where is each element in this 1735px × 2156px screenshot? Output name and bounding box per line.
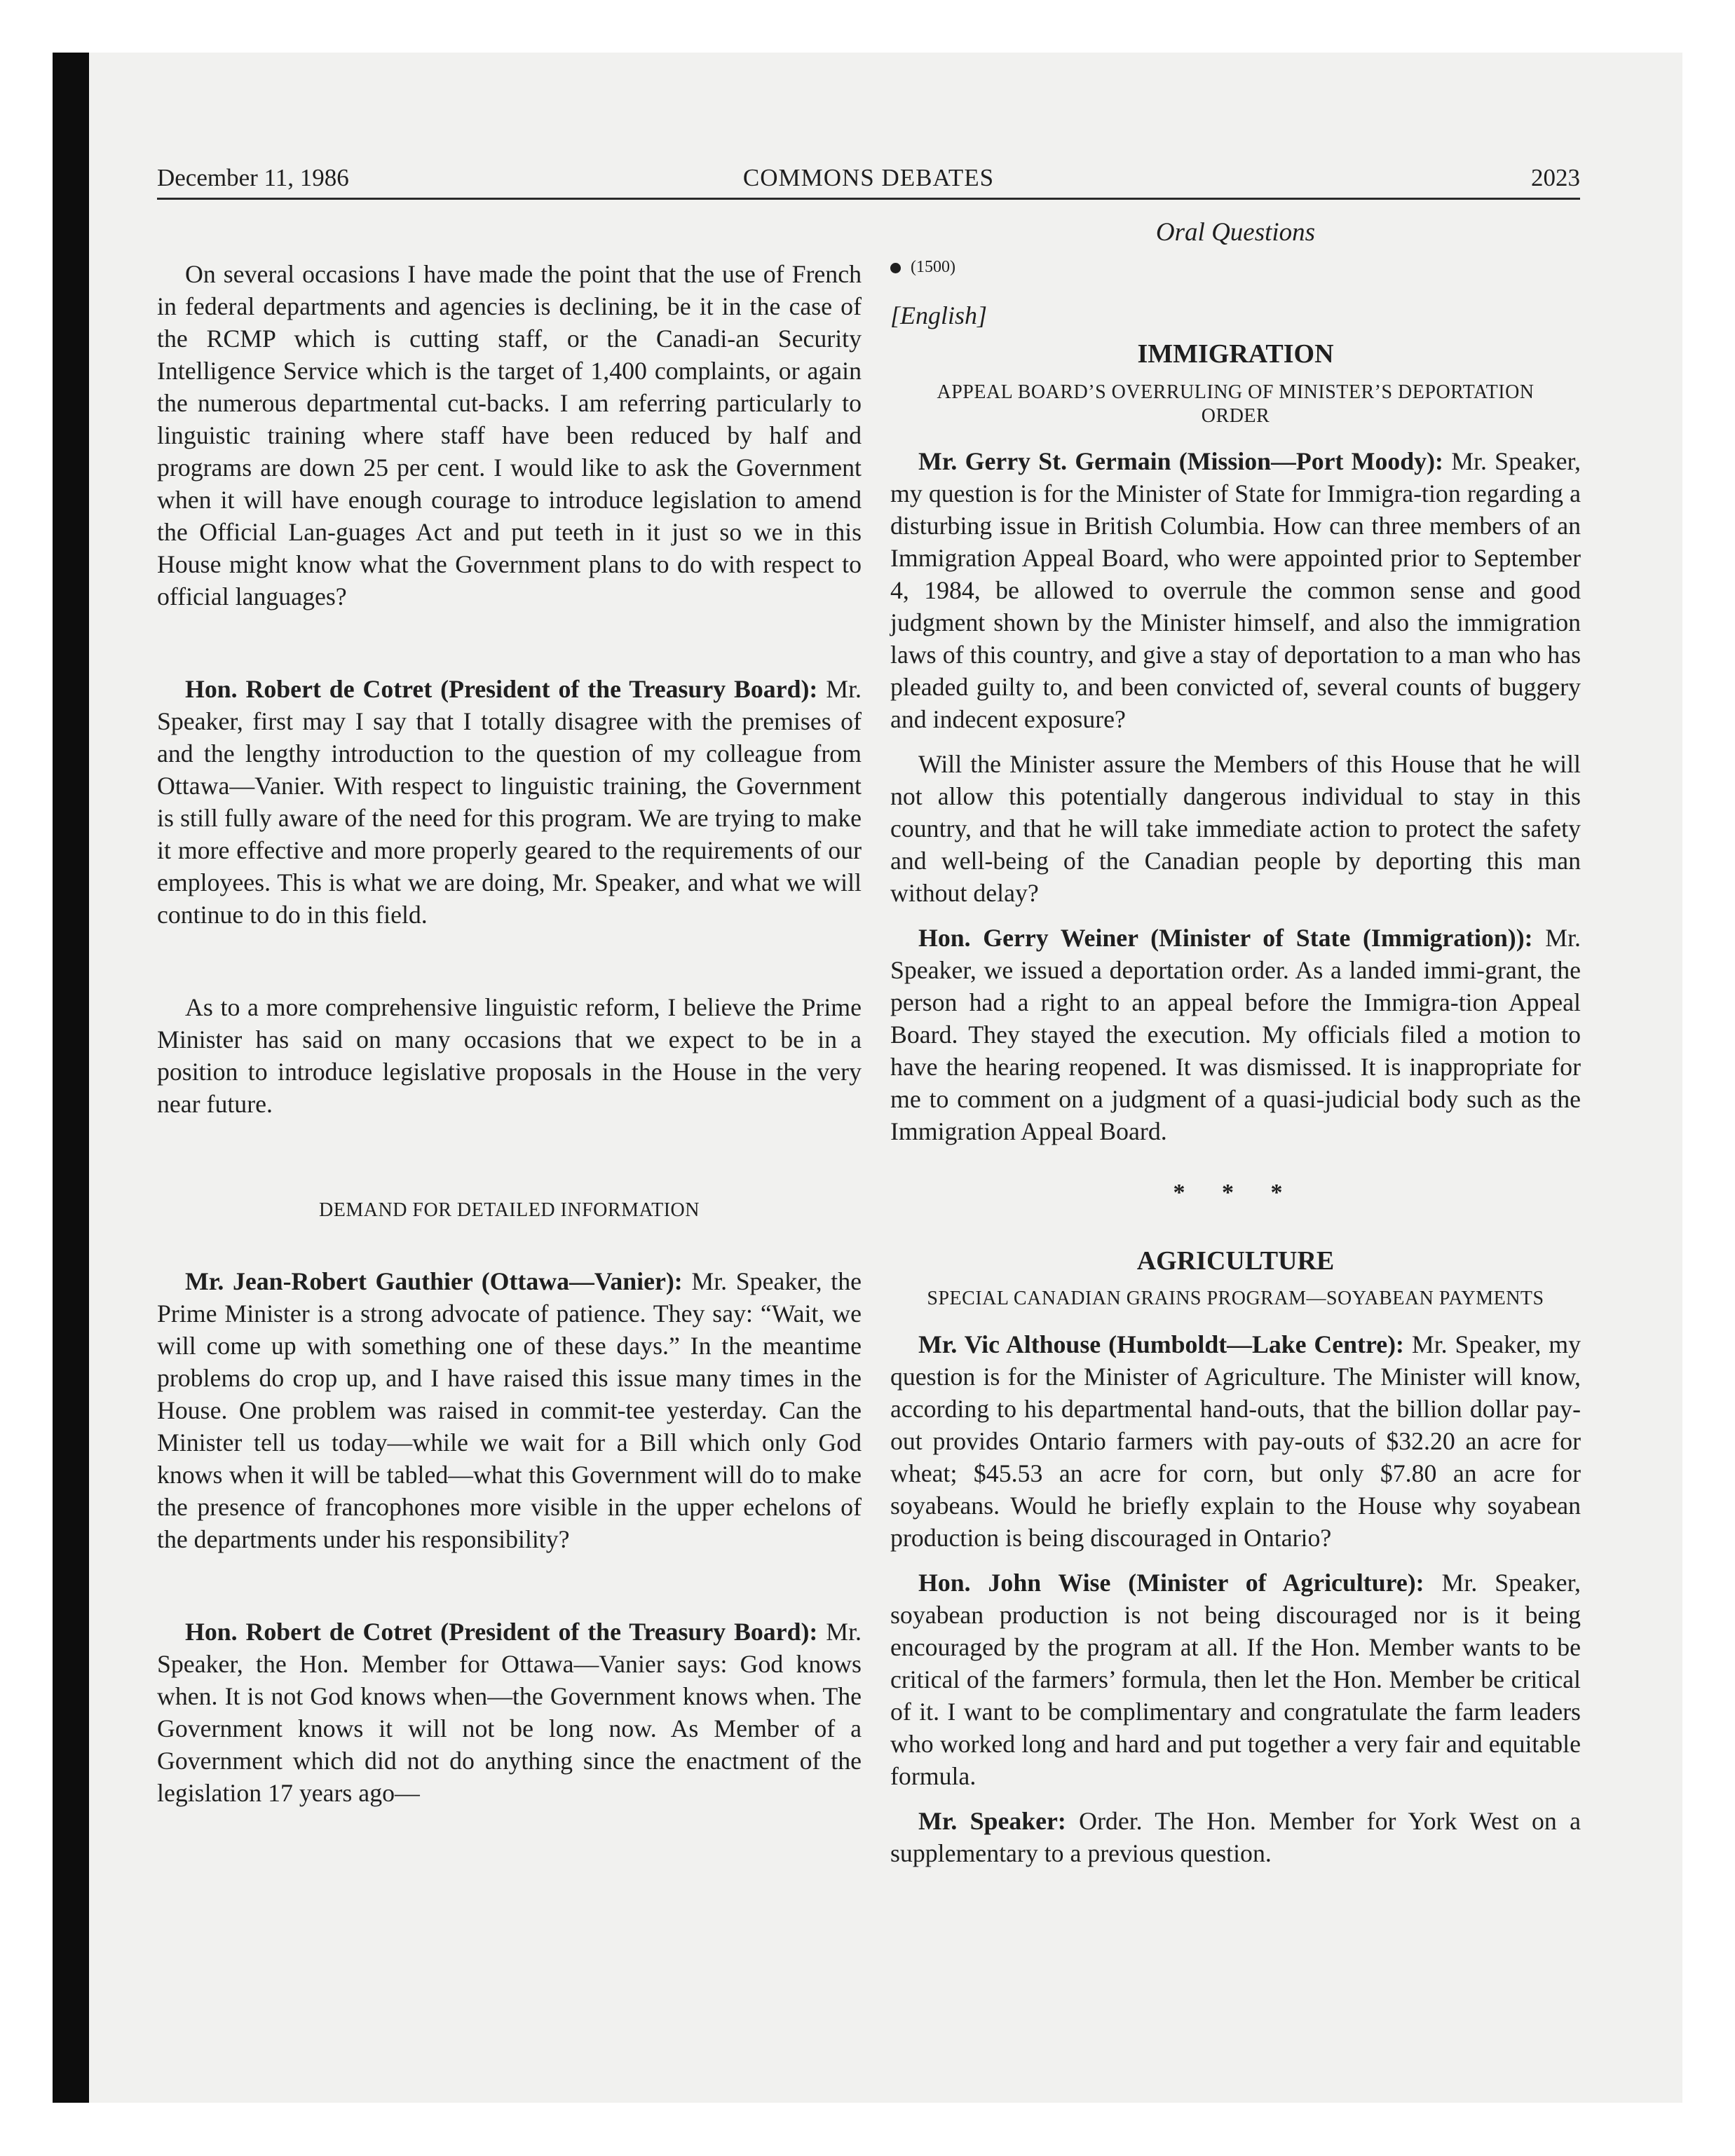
speech-text: Mr. Speaker, the Prime Minister is a strong advocate of patience. They say: “Wait, we will come up with something one of these days.” In the meantime problems do crop up, and I have raised this issue many times in the House. One problem was raised in commit-tee yesterday. Can the Minister tell us today—while we wait for a Bill which only God knows when it will be tabled—what this Government will do to make the presence of francophones more visible in the upper echelons of the departments under his responsibility? bbox=[157, 1267, 862, 1553]
speaker-name: Mr. Gerry St. Germain (Mission—Port Moody): bbox=[918, 447, 1443, 475]
running-head: Oral Questions bbox=[1155, 218, 1316, 247]
left-column bbox=[157, 258, 862, 1809]
speech-text: Mr. Speaker, soyabean production is not being discouraged nor is it being encouraged by the program at all. If the Hon. Member wants to be critical of the farmers’ formula, then let the Hon. Member be critical of it. I want to be complimentary and congratulate the farm leaders who worked long and hard and put together a very fair and equitable formula. bbox=[890, 1569, 1581, 1790]
header-journal-title: COMMONS DEBATES bbox=[742, 164, 995, 191]
speech-paragraph bbox=[890, 1328, 1581, 1554]
speech-paragraph bbox=[157, 1616, 862, 1809]
subheading: SPECIAL CANADIAN GRAINS PROGRAM—SOYABEAN PAYMENTS bbox=[927, 1288, 1544, 1309]
paragraph: Will the Minister assure the Members of this House that he will not allow this potentially dangerous individual to stay in this country, and that he will take immediate action to protect the safety and well-being of the Canadian people by deporting this man without delay? bbox=[890, 750, 1581, 907]
speech-text: Mr. Speaker, first may I say that I totally disagree with the premises of and the lengthy introduction to the question of my colleague from Ottawa—Vanier. With respect to linguistic training, the Government is still fully aware of the need for this program. We are trying to make it more effective and more properly geared to the requirements of our employees. This is what we are doing, Mr. Speaker, and what we will continue to do in this field. bbox=[157, 675, 862, 929]
speech-text: Order. The Hon. Member for York West on a supplementary to a previous question. bbox=[890, 1807, 1581, 1867]
speech-paragraph bbox=[890, 1805, 1581, 1869]
speaker-name: Mr. Jean-Robert Gauthier (Ottawa—Vanier): bbox=[185, 1267, 683, 1295]
speech-text: Mr. Speaker, my question is for the Minister of State for Immigra-tion regarding a disturbing issue in British Columbia. How can three members of an Immigration Appeal Board, who were appointed prior to September 4, 1984, be allowed to overrule the common sense and good judgment shown by the Minister himself, and also the immigration laws of this country, and give a stay of deportation to a man who has pleaded guilty to, and been convicted of, several counts of buggery and indecent exposure? bbox=[890, 447, 1581, 733]
section-separator: * * * bbox=[1173, 1180, 1298, 1206]
speech-text: Mr. Speaker, we issued a deportation order. As a landed immi-grant, the person had a right to an appeal before the Immigra-tion Appeal Board. They stayed the execution. My officials filed a motion to have the hearing reopened. It was dismissed. It is inappropriate for me to comment on a judgment of a quasi-judicial body such as the Immigration Appeal Board. bbox=[890, 924, 1581, 1145]
subheading: APPEAL BOARD’S OVERRULING OF MINISTER’S DEPORTATION ORDER bbox=[937, 381, 1535, 427]
speech-paragraph bbox=[157, 673, 862, 931]
time-marker-text: (1500) bbox=[911, 258, 955, 276]
speaker-name: Hon. Gerry Weiner (Minister of State (Immigration)): bbox=[918, 924, 1533, 952]
section-heading: AGRICULTURE bbox=[1136, 1246, 1335, 1276]
paragraph: On several occasions I have made the point that the use of French in federal departments and agencies is declining, be it in the case of the RCMP which is cutting staff, or the Canadi-an Security Intelligence Service which is the target of 1,400 complaints, or again the numerous departmental cut-backs. I am referring particularly to linguistic training where staff have been reduced by half and programs are down 25 per cent. I would like to ask the Government when it will have enough courage to introduce legislation to amend the Official Lan-guages Act and put teeth in it just so we in this House might know what the Government plans to do with respect to official languages? bbox=[157, 260, 862, 610]
section-heading: IMMIGRATION bbox=[1137, 339, 1334, 369]
speaker-name: Mr. Vic Althouse (Humboldt—Lake Centre): bbox=[918, 1330, 1404, 1358]
speaker-name: Hon. John Wise (Minister of Agriculture): bbox=[918, 1569, 1424, 1597]
speaker-name: Mr. Speaker: bbox=[918, 1807, 1066, 1835]
speaker-name: Hon. Robert de Cotret (President of the Treasury Board): bbox=[185, 1618, 818, 1646]
speech-paragraph bbox=[890, 922, 1581, 1147]
time-marker bbox=[890, 258, 1581, 277]
speaker-name: Hon. Robert de Cotret (President of the Treasury Board): bbox=[185, 675, 818, 703]
right-column bbox=[890, 258, 1581, 1869]
speech-paragraph bbox=[157, 1265, 862, 1555]
header-date: December 11, 1986 bbox=[157, 164, 349, 191]
bullet-icon bbox=[890, 263, 901, 273]
header-page-number: 2023 bbox=[1531, 164, 1580, 191]
page-header bbox=[157, 163, 1580, 200]
speech-text: Mr. Speaker, the Hon. Member for Ottawa—Vanier says: God knows when. It is not God knows when—the Government knows when. The Government knows it will not be long now. As Member of a Government which did not do anything since the enactment of the legislation 17 years ago— bbox=[157, 1618, 862, 1807]
paragraph: As to a more comprehensive linguistic reform, I believe the Prime Minister has said on many occasions that we expect to be in a position to introduce legislative proposals in the House in the very near future. bbox=[157, 993, 862, 1118]
binding-edge bbox=[53, 53, 89, 2103]
language-tag: [English] bbox=[890, 301, 988, 329]
subheading: DEMAND FOR DETAILED INFORMATION bbox=[319, 1199, 700, 1221]
speech-paragraph bbox=[890, 445, 1581, 735]
speech-text: Mr. Speaker, my question is for the Minister of Agriculture. The Minister will know, according to his departmental hand-outs, that the billion dollar pay-out provides Ontario farmers with pay-outs of $32.20 an acre for wheat; $45.53 an acre for corn, but only $7.80 an acre for soyabeans. Would he briefly explain to the House why soyabean production is being discouraged in Ontario? bbox=[890, 1330, 1581, 1552]
speech-paragraph bbox=[890, 1567, 1581, 1792]
